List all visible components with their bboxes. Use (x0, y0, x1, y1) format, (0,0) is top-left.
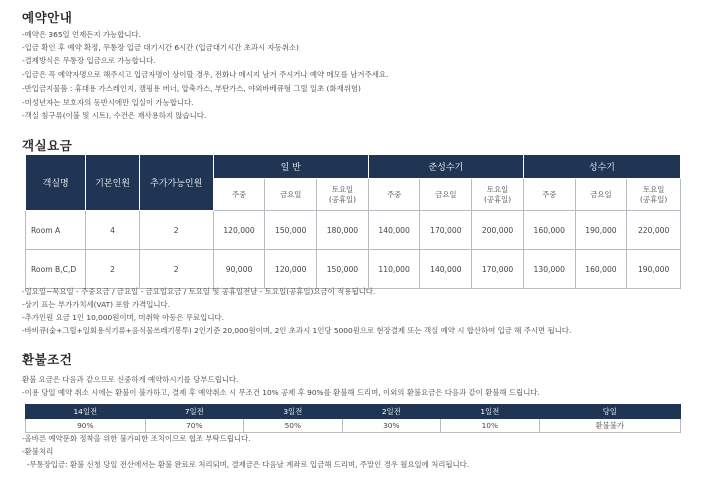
table-row (26, 419, 681, 433)
price-cell: 110,000 (368, 250, 420, 289)
header-room: 객실명 (26, 155, 86, 211)
room-name: Room A (26, 211, 86, 250)
table-row (26, 250, 681, 289)
price-cell: 220,000 (627, 211, 681, 250)
refund-column-header: 3일전 (244, 405, 343, 419)
refund-rate: 70% (145, 419, 244, 433)
refund-intro: 환불 요금은 다음과 같으므로 신중하게 예약하시기를 당부드립니다. (22, 375, 239, 384)
extra-occupancy: 2 (139, 211, 213, 250)
refund-table (25, 404, 681, 433)
price-cell: 120,000 (213, 211, 265, 250)
refund-column-header: 1일전 (441, 405, 540, 419)
rates-title: 객실요금 (22, 138, 73, 153)
subheader-weekday: 주중 (368, 179, 420, 211)
price-cell: 160,000 (523, 211, 575, 250)
subheader-friday: 금요일 (265, 179, 317, 211)
subheader-saturday-line1: 토요일 (331, 184, 354, 194)
price-cell: 200,000 (472, 211, 524, 250)
extra-occupancy: 2 (139, 250, 213, 289)
header-season-peak: 성수기 (523, 155, 680, 179)
refund-note: -무통장입금: 환불 신청 당일 전산에서는 환불 완료로 처리되며, 결제금은 다음날 계좌로 입금해 드리며, 주말인 경우 월요일에 처리됩니다. (22, 460, 470, 469)
refund-note: -환불처리 (22, 447, 54, 456)
rates-note: -추가인원 요금 1인 10,000원이며, 미취학 아동은 무료입니다. (22, 313, 224, 322)
price-cell: 170,000 (472, 250, 524, 289)
header-base-occupancy: 기본인원 (86, 155, 139, 211)
price-cell: 140,000 (368, 211, 420, 250)
subheader-saturday-line2: (공휴일) (483, 194, 512, 204)
price-cell: 150,000 (317, 250, 369, 289)
price-cell: 160,000 (575, 250, 627, 289)
header-extra-occupancy: 추가가능인원 (139, 155, 213, 211)
refund-rate: 10% (441, 419, 540, 433)
refund-intro: -이용 당일 예약 취소 시에는 환불이 불가하고, 결제 후 예약취소 시 무조건 10% 공제 후 90%를 환불해 드리며, 이외의 환불요금은 다음과 같이 환불해 드립니다. (22, 388, 540, 397)
refund-column-header: 14일전 (26, 405, 146, 419)
subheader-saturday (472, 179, 524, 211)
subheader-friday: 금요일 (575, 179, 627, 211)
reservation-line: -입금 확인 후 예약 확정, 무통장 입금 대기시간 6시간 (입금대기시간 초과시 자동취소) (22, 43, 299, 52)
refund-column-header: 2일전 (342, 405, 441, 419)
price-cell: 130,000 (523, 250, 575, 289)
table-row (26, 211, 681, 250)
subheader-saturday-line2: (공휴일) (328, 194, 357, 204)
refund-column-header: 당일 (539, 405, 680, 419)
header-season-semi-peak: 준성수기 (368, 155, 523, 179)
subheader-saturday (627, 179, 681, 211)
room-name: Room B,C,D (26, 250, 86, 289)
rate-table (25, 154, 681, 289)
refund-rate: 50% (244, 419, 343, 433)
subheader-saturday-line2: (공휴일) (640, 194, 668, 204)
price-cell: 140,000 (420, 250, 472, 289)
subheader-friday: 금요일 (420, 179, 472, 211)
reservation-line: -반입금지물품 : 휴대용 가스레인지, 캠핑용 버너, 압축가스, 부탄가스, 야외바베큐형 그릴 일초 (화재위험) (22, 84, 361, 93)
base-occupancy: 4 (86, 211, 139, 250)
rates-note: -바비큐(숯+그릴+일회용식기류+음식물쓰레기봉투) 2인기준 20,000원이며, 2인 초과시 1인당 5000원으로 현장결제 또는 객실 예약 시 합산하여 입금 해 주시면 됩니다. (22, 326, 572, 335)
refund-column-header: 7일전 (145, 405, 244, 419)
price-cell: 190,000 (627, 250, 681, 289)
reservation-line: -예약은 365일 언제든지 가능합니다. (22, 30, 141, 39)
reservation-line: -결제방식은 무통장 입금으로 가능합니다. (22, 56, 156, 65)
price-cell: 170,000 (420, 211, 472, 250)
header-season-normal: 일 반 (213, 155, 368, 179)
price-cell: 180,000 (317, 211, 369, 250)
price-cell: 120,000 (265, 250, 317, 289)
subheader-saturday-line1: 토요일 (486, 184, 509, 194)
rates-note: -일요일~목요일 - 주중요금 / 금요일 - 금요일요금 / 토요일 및 공휴일전날 - 토요일(공휴일)요금이 적용됩니다. (22, 287, 376, 296)
reservation-line: -미성년자는 보호자의 동반시에만 입실이 가능합니다. (22, 98, 194, 107)
subheader-saturday-line1: 토요일 (642, 184, 665, 194)
subheader-weekday: 주중 (213, 179, 265, 211)
subheader-saturday (317, 179, 369, 211)
price-cell: 190,000 (575, 211, 627, 250)
base-occupancy: 2 (86, 250, 139, 289)
reservation-line: -객실 침구류(이불 및 시트), 수건은 재사용하지 않습니다. (22, 111, 207, 120)
subheader-weekday: 주중 (523, 179, 575, 211)
reservation-line: -입금은 꼭 예약자명으로 해주시고 입금자명이 상이할 경우, 전화나 메시지 남겨 주시거나 예약 메모를 남겨주세요. (22, 70, 389, 79)
refund-title: 환불조건 (22, 352, 73, 367)
refund-rate: 90% (26, 419, 146, 433)
price-cell: 90,000 (213, 250, 265, 289)
refund-note: -올바른 예약문화 정착을 위한 불가피한 조치이므로 협조 부탁드립니다. (22, 434, 251, 443)
price-cell: 150,000 (265, 211, 317, 250)
refund-rate: 30% (342, 419, 441, 433)
reservation-title: 예약안내 (22, 10, 73, 25)
rates-note: -상기 표는 부가가치세(VAT) 포함 가격입니다. (22, 300, 170, 309)
refund-rate: 환불불가 (539, 419, 680, 433)
